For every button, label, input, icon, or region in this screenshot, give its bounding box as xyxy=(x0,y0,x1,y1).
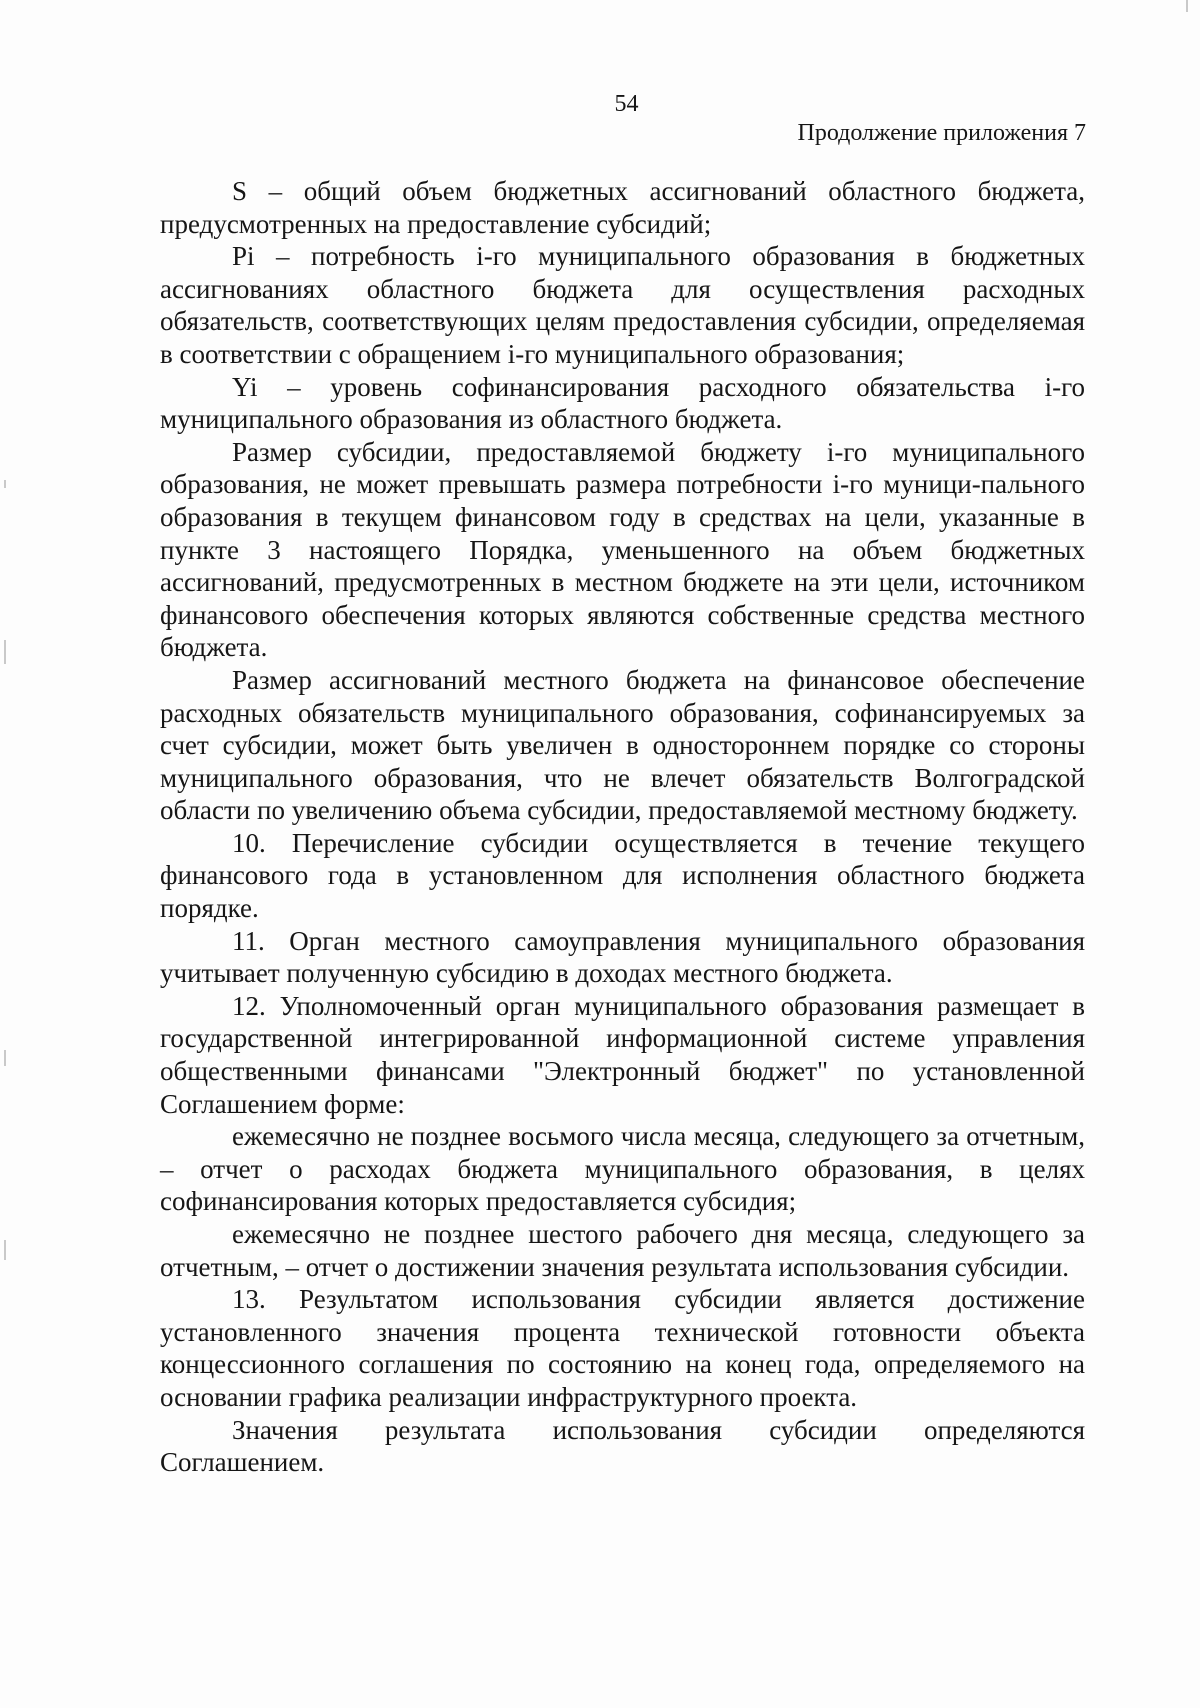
paragraph-subsidy-size: Размер субсидии, предоставляемой бюджету i-го муниципального образования, не может превышать размера потребности i-го муници-пального образования в текущем финансовом году в средствах на цели, указанные в пункте 3 настоящего Порядка, уменьшенного на объем бюджетных ассигнований, предусмотренных в местном бюджете на эти цели, источником финансового обеспечения которых являются собственные средства местного бюджета. xyxy=(160,436,1085,663)
scan-edge-mark xyxy=(1186,0,1188,12)
scan-edge-mark xyxy=(4,640,6,664)
paragraph-item-11: 11. Орган местного самоуправления муниципального образования учитывает полученную субсидию в доходах местного бюджета. xyxy=(160,925,1085,989)
scan-edge-mark xyxy=(4,480,6,488)
paragraph-local-budget-allocation: Размер ассигнований местного бюджета на финансовое обеспечение расходных обязательств муниципального образования, софинансируемых за счет субсидии, может быть увеличен в одностороннем порядке со стороны муниципального образования, что не влечет обязательств Волгоградской области по увеличению объема субсидии, предоставляемой местному бюджету. xyxy=(160,664,1085,826)
paragraph-monthly-expense-report: ежемесячно не позднее восьмого числа месяца, следующего за отчетным, – отчет о расходах бюджета муниципального образования, в целях софинансирования которых предоставляется субсидия; xyxy=(160,1121,1085,1217)
scan-edge-mark xyxy=(4,1240,6,1260)
document-body xyxy=(160,175,1085,1479)
paragraph-item-12: 12. Уполномоченный орган муниципального образования размещает в государственной интегрированной информационной системе управления общественными финансами "Электронный бюджет" по установленной Соглашением форме: xyxy=(160,990,1085,1119)
paragraph-item-10: 10. Перечисление субсидии осуществляется в течение текущего финансового года в установленном для исполнения областного бюджета порядке. xyxy=(160,827,1085,924)
paragraph-monthly-result-report: ежемесячно не позднее шестого рабочего дня месяца, следующего за отчетным, – отчет о достижении значения результата использования субсидии. xyxy=(160,1219,1085,1282)
appendix-continuation-note: Продолжение приложения 7 xyxy=(797,120,1086,146)
scan-edge-mark xyxy=(4,1050,6,1066)
paragraph-s-definition: S – общий объем бюджетных ассигнований областного бюджета, предусмотренных на предоставление субсидий; xyxy=(160,176,1085,239)
paragraph-item-13: 13. Результатом использования субсидии является достижение установленного значения процента технической готовности объекта концессионного соглашения по состоянию на конец года, определяемого на основании графика реализации инфраструктурного проекта. xyxy=(160,1284,1085,1412)
paragraph-result-values: Значения результата использования субсидии определяются Соглашением. xyxy=(160,1414,1085,1478)
paragraph-yi-definition: Yi – уровень софинансирования расходного обязательства i-го муниципального образования из областного бюджета. xyxy=(160,371,1085,435)
page-number: 54 xyxy=(614,91,639,117)
paragraph-pi-definition: Pi – потребность i-го муниципального образования в бюджетных ассигнованиях областного бюджета для осуществления расходных обязательств, соответствующих целям предоставления субсидии, определяемая в соответствии с обращением i-го муниципального образования; xyxy=(160,241,1085,369)
